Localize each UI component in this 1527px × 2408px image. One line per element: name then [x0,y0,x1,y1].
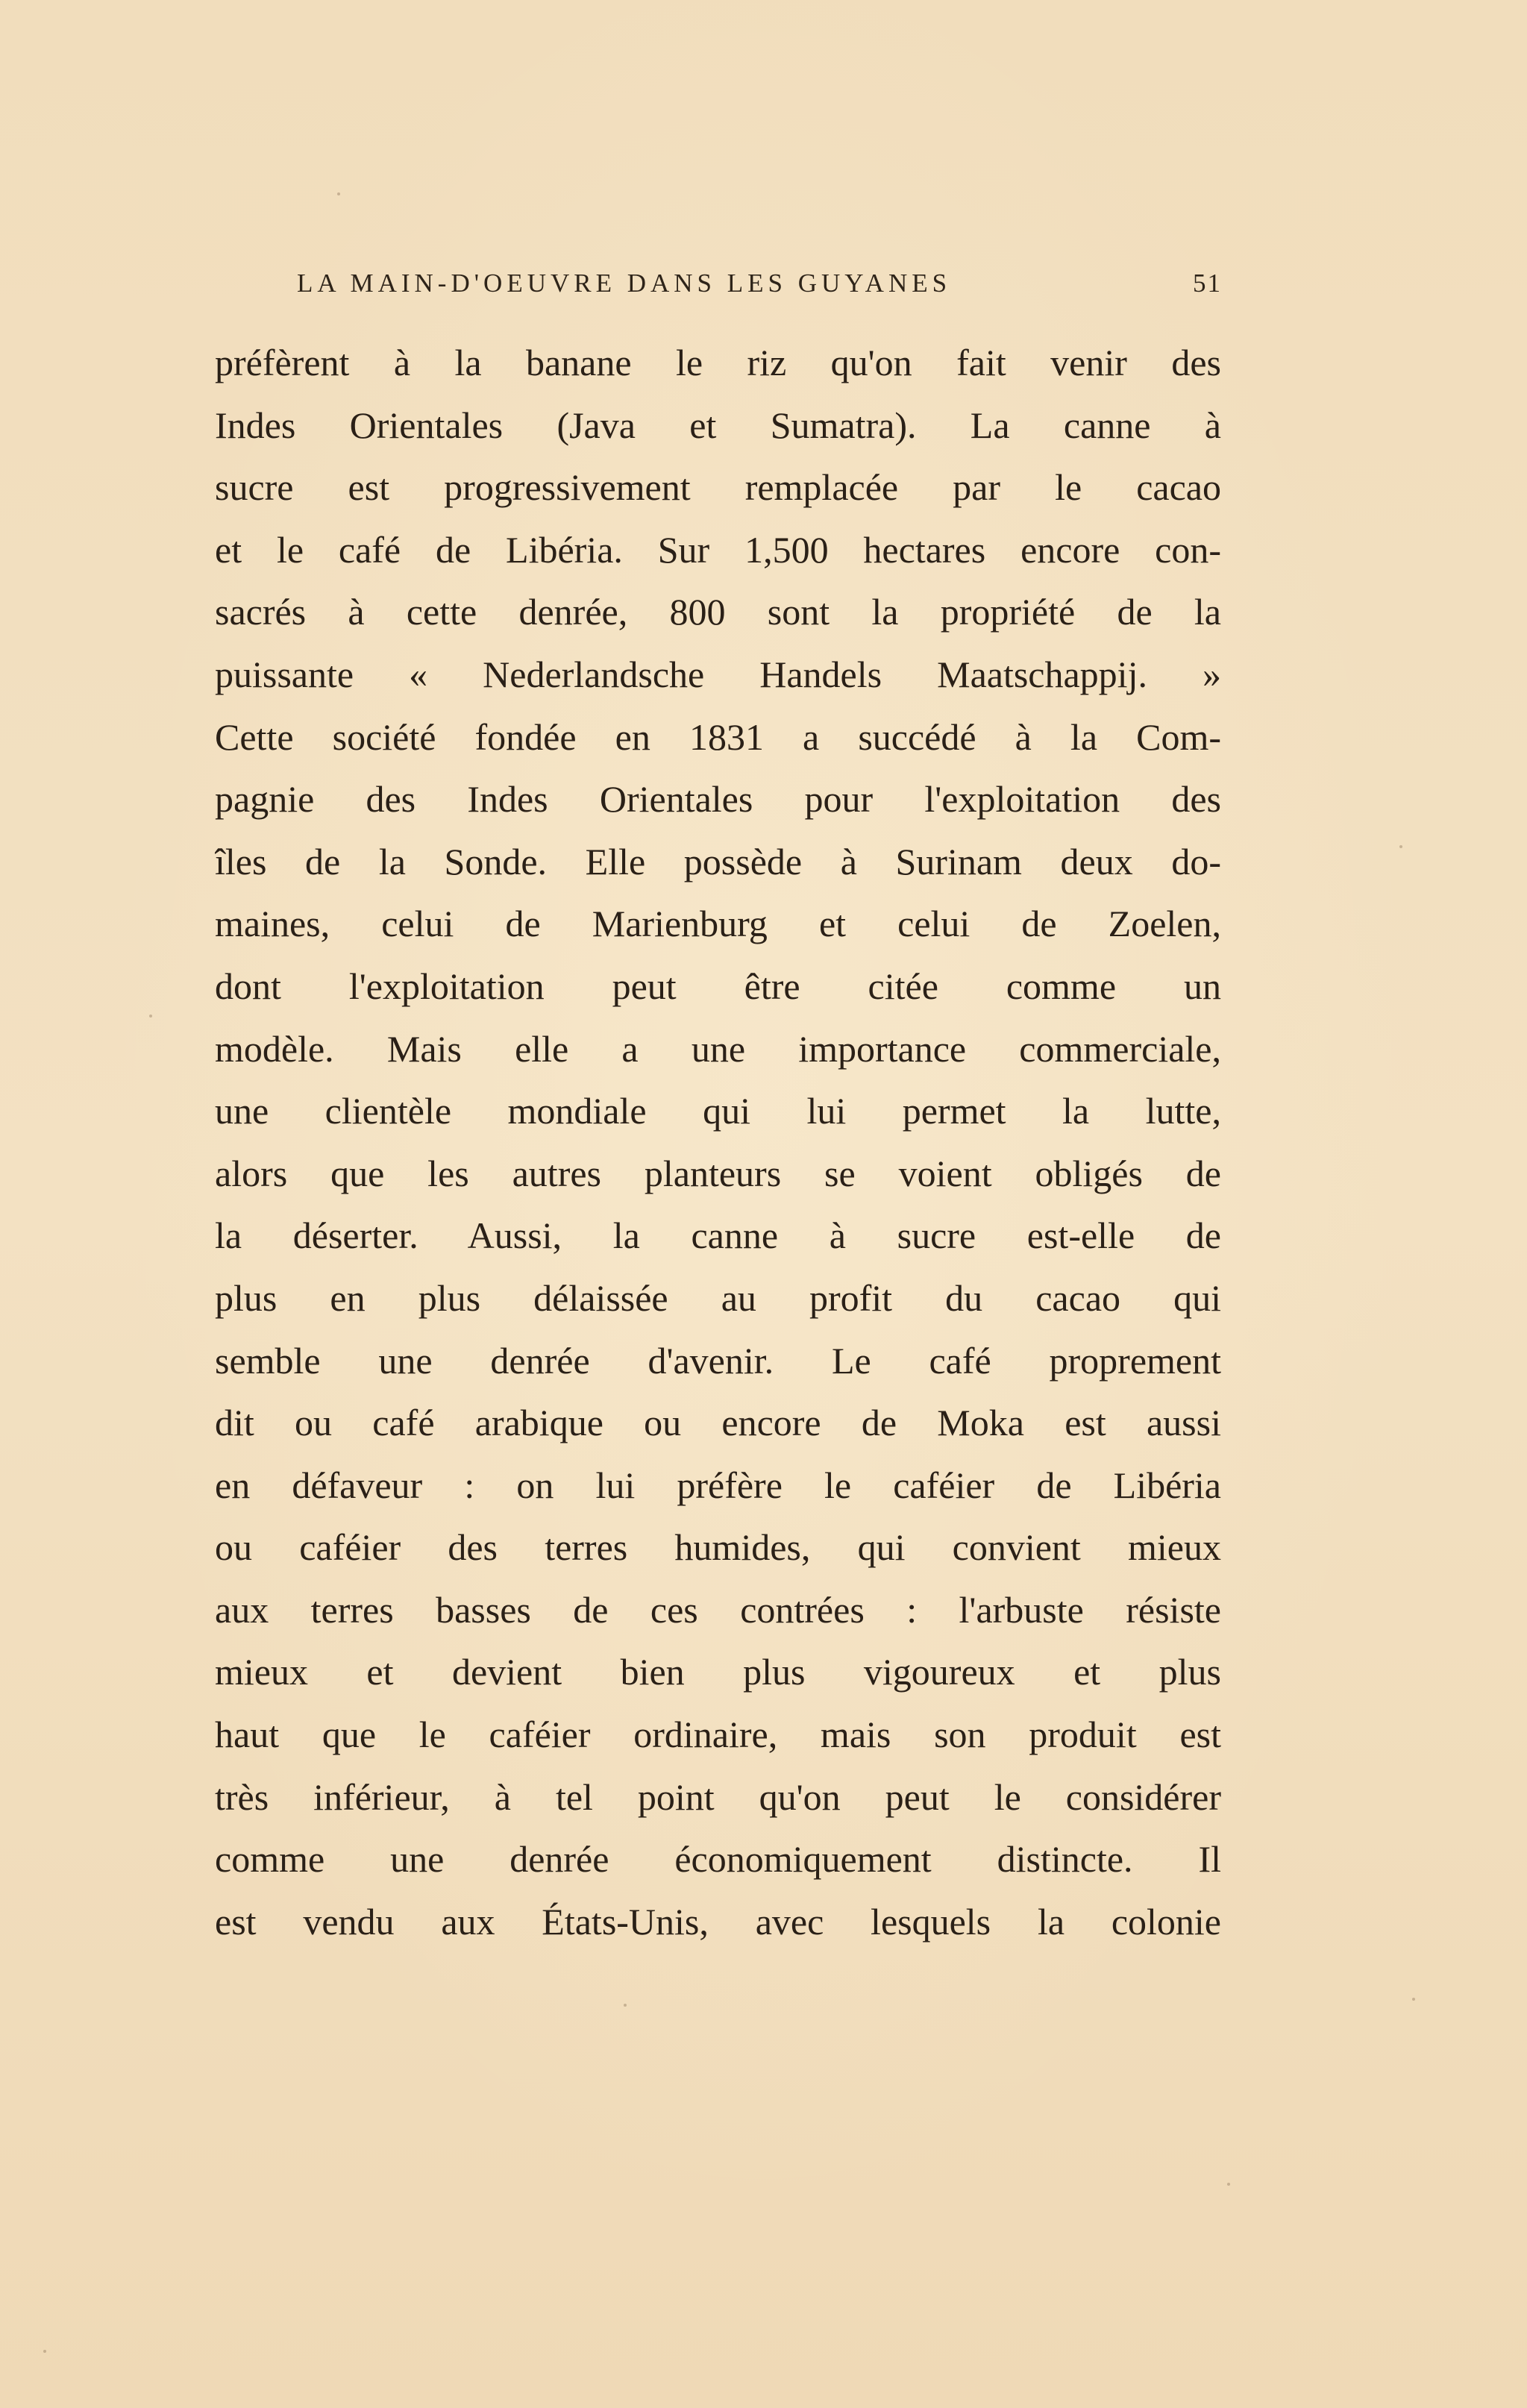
text-line: maines, celui de Marienburg et celui de Zoelen, [215,903,1221,945]
paper-speck [1399,845,1402,848]
running-title: LA MAIN-D'OEUVRE DANS LES GUYANES [297,269,952,298]
paper-speck [149,1015,152,1018]
text-line: plus en plus délaissée au profit du cacao qui [215,1276,1221,1319]
page-header [297,269,1222,307]
text-line: Indes Orientales (Java et Sumatra). La canne à [215,404,1221,446]
paper-speck [1412,1998,1415,2001]
paper-speck [337,192,340,195]
body-text [215,332,1221,1953]
text-line: sucre est progressivement remplacée par le cacao [215,466,1221,509]
text-line: îles de la Sonde. Elle possède à Surinam deux do- [215,840,1221,882]
paper-speck [624,2004,627,2007]
text-line: dont l'exploitation peut être citée comme un [215,965,1221,1007]
text-line: en défaveur : on lui préfère le caféier de Libéria [215,1464,1221,1506]
text-line: comme une denrée économiquement distincte. Il [215,1838,1221,1881]
text-line: la déserter. Aussi, la canne à sucre est-elle de [215,1214,1221,1257]
text-line: Cette société fondée en 1831 a succédé à la Com- [215,715,1221,758]
text-line: haut que le caféier ordinaire, mais son produit est [215,1713,1221,1756]
text-line: sacrés à cette denrée, 800 sont la propriété de la [215,591,1221,633]
text-line: aux terres basses de ces contrées : l'arbuste résiste [215,1588,1221,1631]
text-line: pagnie des Indes Orientales pour l'exploitation des [215,778,1221,821]
text-line: ou caféier des terres humides, qui convient mieux [215,1526,1221,1569]
paper-speck [1227,2183,1230,2186]
paper-speck [43,2350,46,2353]
text-line: puissante « Nederlandsche Handels Maatschappij. » [215,653,1221,695]
text-line: semble une denrée d'avenir. Le café proprement [215,1339,1221,1382]
text-line: alors que les autres planteurs se voient obligés de [215,1152,1221,1194]
text-line: modèle. Mais elle a une importance commerciale, [215,1027,1221,1070]
text-line: préfèrent à la banane le riz qu'on fait venir des [215,342,1221,383]
text-line: une clientèle mondiale qui lui permet la lutte, [215,1090,1221,1132]
text-line: est vendu aux États-Unis, avec lesquels la colonie [215,1900,1221,1943]
text-line: et le café de Libéria. Sur 1,500 hectares encore con- [215,528,1221,571]
page-number: 51 [1193,269,1222,298]
text-line: dit ou café arabique ou encore de Moka est aussi [215,1402,1221,1444]
text-line: mieux et devient bien plus vigoureux et plus [215,1651,1221,1693]
text-line: très inférieur, à tel point qu'on peut le considérer [215,1775,1221,1818]
